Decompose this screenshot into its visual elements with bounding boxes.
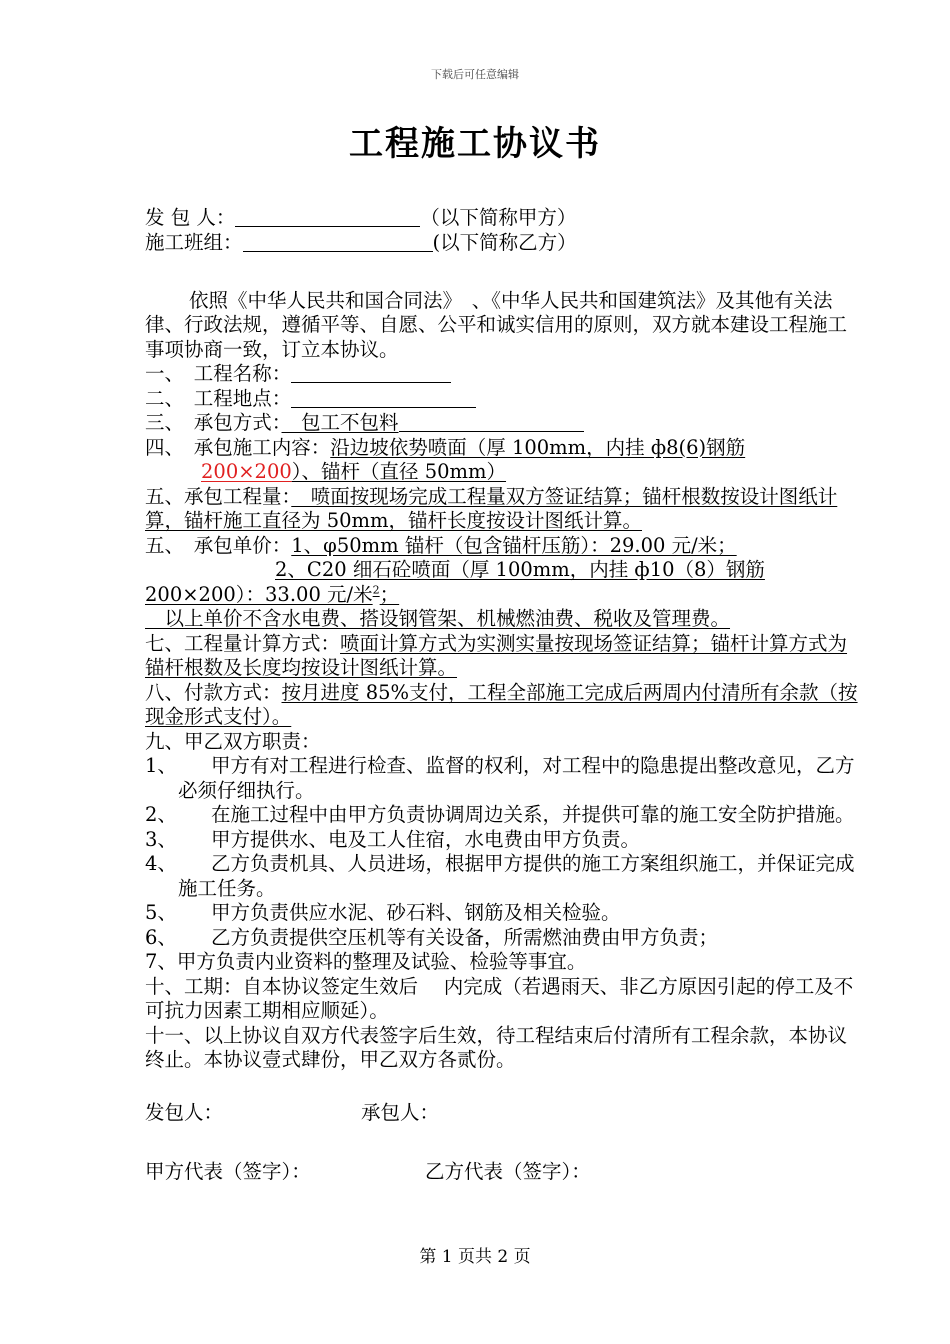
employer-label: 发 包 人： — [145, 206, 236, 229]
item-10: 十、工期：自本协议签定生效后 内完成（若遇雨天、非乙方原因引起的停工及不可抗力因素工期相应顺延）。 — [145, 974, 854, 1022]
rep-a-signature-label: 甲方代表（签字）： — [145, 1160, 311, 1183]
item-6-value-2a: 2、C20 细石砼喷面（厚 100mm，内挂 ф10（8）钢筋 200×200）：33.00 元/米 — [145, 558, 765, 606]
duty-number: 2、 — [145, 803, 177, 826]
item-3-value: 包工不包料 — [281, 411, 399, 434]
item-4 — [145, 436, 863, 485]
document-title: 工程施工协议书 — [349, 124, 601, 164]
duty-text: 甲方提供水、电及工人住宿，水电费由甲方负责。 — [211, 827, 641, 851]
duty-number: 4、 — [145, 852, 177, 875]
team-label: 施工班组： — [145, 230, 243, 254]
item-3-label: 三、 承包方式： — [145, 411, 282, 434]
item-6-value-1: 1、φ50mm 锚杆（包含锚杆压筋）：29.00 元/米； — [291, 533, 737, 557]
duty-text: 在施工过程中由甲方负责协调周边关系，并提供可靠的施工安全防护措施。 — [211, 803, 855, 826]
employer-blank — [235, 207, 420, 227]
item-6-value-2b: ； — [379, 582, 400, 606]
duty-item — [145, 754, 863, 803]
item-3 — [145, 411, 863, 436]
duty-item — [145, 926, 863, 951]
item-3-blank — [399, 412, 584, 432]
item-5-label: 五、承包工程量： — [145, 484, 292, 508]
project-name-blank — [291, 363, 451, 383]
item-4-value-red: 200×200 — [201, 460, 292, 483]
item-6-line-2 — [145, 558, 863, 607]
duty-item — [145, 852, 863, 901]
duty-item — [145, 828, 863, 853]
item-6-note-text: 以上单价不含水电费、搭设钢管架、机械燃油费、税收及管理费。 — [145, 607, 731, 630]
item-8-label: 八、付款方式： — [145, 680, 282, 704]
item-11: 十一、以上协议自双方代表签字后生效，待工程结束后付清所有工程余款，本协议终止。本协议壹式肆份，甲乙双方各贰份。 — [145, 1023, 848, 1071]
duty-7: 7、甲方负责内业资料的整理及试验、检验等事宜。 — [145, 950, 587, 973]
intro-paragraph: 依照《中华人民共和国合同法》 、《中华人民共和国建筑法》及其他有关法律、行政法规，遵循平等、自愿、公平和诚实信用的原则，双方就本建设工程施工事项协商一致，订立本协议。 — [145, 288, 848, 361]
item-9: 九、甲乙双方职责： — [145, 729, 321, 753]
item-8-value: 按月进度 85%支付，工程全部施工完成后两周内付清所有余款（按现金形式支付）。 — [145, 680, 858, 728]
item-7 — [145, 632, 863, 681]
item-1 — [145, 362, 863, 387]
item-4-value-a: 沿边坡依势喷面（厚 100mm，内挂 ф8(6)钢筋 — [330, 435, 746, 459]
item-1-label: 一、 工程名称： — [145, 362, 292, 385]
duty-number: 1、 — [145, 754, 177, 777]
item-7-label: 七、工程量计算方式： — [145, 631, 341, 655]
project-location-blank — [291, 388, 476, 408]
item-4-label: 四、 承包施工内容： — [145, 435, 331, 459]
duty-text: 乙方负责提供空压机等有关设备，所需燃油费由甲方负责； — [211, 925, 719, 949]
duties-list — [145, 754, 863, 950]
employer-note: （以下简称甲方） — [420, 206, 577, 229]
duty-number: 6、 — [145, 925, 177, 949]
item-6-value-2sup: 2 — [372, 583, 380, 596]
team-note: (以下简称乙方） — [432, 230, 577, 254]
duty-item — [145, 803, 863, 828]
item-6-note — [145, 607, 863, 632]
team-blank — [243, 232, 433, 252]
page-footer: 第 1 页共 2 页 — [419, 1247, 531, 1267]
document-body — [145, 206, 863, 1185]
item-4-value-b: ）、锚杆（直径 50mm） — [291, 460, 507, 483]
header-note: 下载后可任意编辑 — [431, 68, 519, 81]
item-6 — [145, 534, 863, 559]
item-8 — [145, 681, 863, 730]
item-5 — [145, 485, 863, 534]
team-line — [145, 231, 863, 256]
item-5-value: 喷面按现场完成工程量双方签证结算；锚杆根数按设计图纸计算，锚杆施工直径为 50mm，锚杆长度按设计图纸计算。 — [145, 484, 838, 532]
signature-row-1 — [145, 1101, 863, 1126]
duty-item — [145, 901, 863, 926]
employer-line — [145, 206, 863, 231]
item-2-label: 二、 工程地点： — [145, 386, 292, 410]
duty-number: 5、 — [145, 901, 177, 924]
duty-text: 甲方有对工程进行检查、监督的权利，对工程中的隐患提出整改意见，乙方必须仔细执行。 — [178, 754, 855, 802]
item-6-label: 五、 承包单价： — [145, 533, 292, 557]
item-2 — [145, 387, 863, 412]
duty-text: 乙方负责机具、人员进场，根据甲方提供的施工方案组织施工，并保证完成施工任务。 — [178, 852, 855, 900]
contractor-signature-label: 承包人： — [361, 1101, 440, 1124]
duty-text: 甲方负责供应水泥、砂石料、钢筋及相关检验。 — [211, 901, 621, 924]
employer-signature-label: 发包人： — [145, 1101, 224, 1124]
rep-b-signature-label: 乙方代表（签字）： — [425, 1160, 591, 1183]
item-7-value: 喷面计算方式为实测实量按现场签证结算；锚杆计算方式为锚杆根数及长度均按设计图纸计算。 — [145, 631, 848, 679]
signature-row-2 — [145, 1160, 863, 1185]
duty-number: 3、 — [145, 827, 177, 851]
